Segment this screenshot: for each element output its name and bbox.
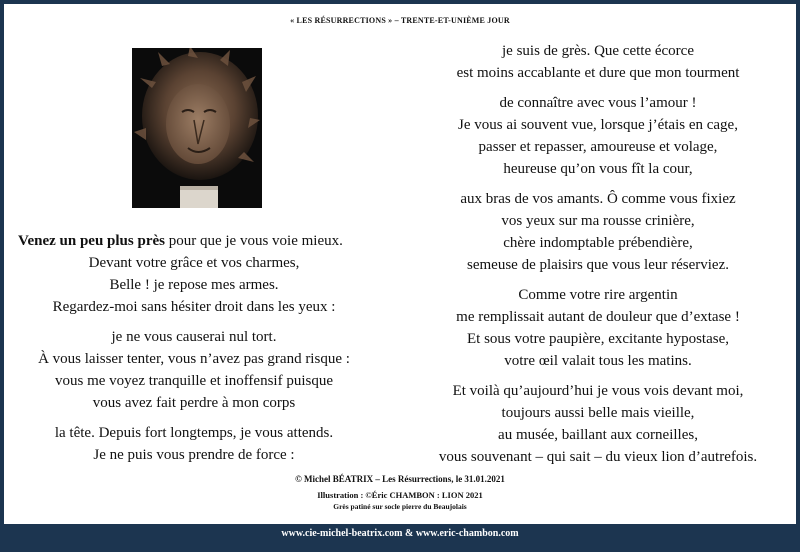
poem-lead-rest: pour que je vous voie mieux. <box>164 233 343 249</box>
poem-line: de connaître avec vous l’amour ! <box>499 95 697 111</box>
poem-line <box>18 230 370 252</box>
poem-line: Et sous votre paupière, excitante hypostase, <box>466 331 729 347</box>
page <box>4 4 796 524</box>
credits-block <box>4 472 796 512</box>
poem-line: vos yeux sur ma rousse crinière, <box>501 213 695 229</box>
poem-line: je ne vous causerai nul tort. <box>111 329 277 345</box>
poem-line: passer et repasser, amoureuse et volage, <box>478 139 718 155</box>
poem-line: toujours aussi belle mais vieille, <box>501 405 695 421</box>
poem-right-column <box>420 40 776 476</box>
poem-line: Comme votre rire argentin <box>518 287 678 303</box>
poem-line: votre œil valait tous les matins. <box>504 353 692 369</box>
stanza-2 <box>18 326 370 414</box>
stanza-3 <box>18 422 370 466</box>
poem-line: semeuse de plaisirs que vous leur réserviez. <box>467 257 729 273</box>
poem-line: Et voilà qu’aujourd’hui je vous vois devant moi, <box>452 383 744 399</box>
stanza-1 <box>18 230 370 318</box>
poem-line: au musée, baillant aux corneilles, <box>498 427 698 443</box>
footer-links <box>0 528 800 539</box>
poem-line: Je vous ai souvent vue, lorsque j’étais en cage, <box>458 117 738 133</box>
poem-line: vous souvenant – qui sait – du vieux lion d’autrefois. <box>438 449 758 465</box>
poem-line: est moins accablante et dure que mon tourment <box>456 65 740 81</box>
poem-line: aux bras de vos amants. Ô comme vous fixiez <box>460 191 736 207</box>
stanza-4 <box>420 40 776 84</box>
footer-separator: & <box>402 528 416 539</box>
stanza-6 <box>420 188 776 276</box>
poem-line: chère indomptable prébendière, <box>503 235 693 251</box>
poem-line: À vous laisser tenter, vous n’avez pas grand risque : <box>38 351 350 367</box>
poem-line: me remplissait autant de douleur que d’extase ! <box>456 309 740 325</box>
poem-line: heureuse qu’on vous fît la cour, <box>503 161 693 177</box>
copyright-line: © Michel BÉATRIX – Les Résurrections, le 31.01.2021 <box>295 474 505 484</box>
poem-lead-emphasis: Venez un peu plus près <box>18 233 165 249</box>
poem-line: la tête. Depuis fort longtemps, je vous attends. <box>54 425 334 441</box>
lion-sculpture-drawing <box>132 48 262 208</box>
footer-link-eric-chambon[interactable]: www.eric-chambon.com <box>415 528 519 539</box>
lion-sculpture-image <box>132 48 262 208</box>
stanza-5 <box>420 92 776 180</box>
illustration-credit: Illustration : ©Éric CHAMBON : LION 2021 <box>317 490 483 500</box>
poem-line: je suis de grès. Que cette écorce <box>502 43 694 59</box>
stanza-8 <box>420 380 776 468</box>
material-credit: Grès patiné sur socle pierre du Beaujolais <box>333 502 467 511</box>
poem-line: Belle ! je repose mes armes. <box>109 277 279 293</box>
poem-line: Je ne puis vous prendre de force : <box>93 447 295 463</box>
poem-left-column <box>18 230 370 474</box>
stanza-7 <box>420 284 776 372</box>
poem-line: Regardez-moi sans hésiter droit dans les yeux : <box>52 299 336 315</box>
poem-line: Devant votre grâce et vos charmes, <box>88 255 300 271</box>
footer-link-michel-beatrix[interactable]: www.cie-michel-beatrix.com <box>281 528 403 539</box>
page-header: « LES RÉSURRECTIONS » – TRENTE-ET-UNIÈME JOUR <box>290 16 510 25</box>
poem-line: vous avez fait perdre à mon corps <box>92 395 296 411</box>
poem-line: vous me voyez tranquille et inoffensif puisque <box>55 373 333 389</box>
